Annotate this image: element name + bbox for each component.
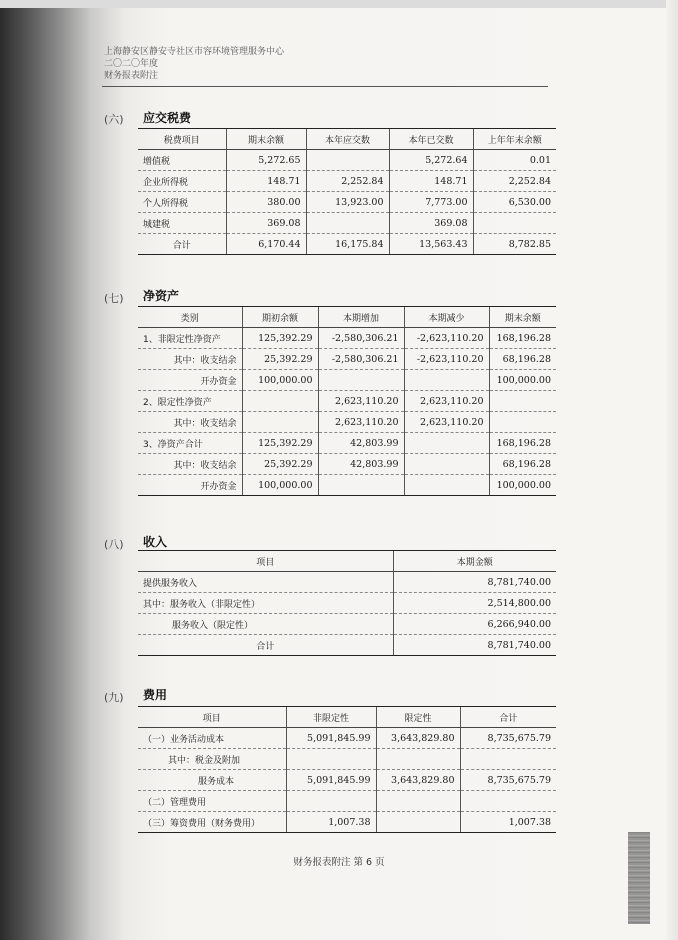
section-number-net-assets: (七) xyxy=(104,292,124,305)
cell-value: 3,643,829.80 xyxy=(376,770,460,791)
cell-value: -2,623,110.20 xyxy=(404,328,489,349)
cell-value: 148.71 xyxy=(389,171,473,192)
section-number-expense: (九) xyxy=(104,691,124,704)
section-number-income: (八) xyxy=(104,538,124,551)
cell-value xyxy=(404,454,489,475)
binding-strip xyxy=(628,832,650,924)
cell-value: -2,580,306.21 xyxy=(318,349,404,370)
row-label: （一）业务活动成本 xyxy=(138,728,286,749)
cell-value: 25,392.29 xyxy=(242,349,318,370)
table-total-row xyxy=(138,234,556,255)
row-label: 个人所得税 xyxy=(138,192,226,213)
section-title-tax: 应交税费 xyxy=(143,111,192,125)
section-title-income: 收入 xyxy=(143,535,168,549)
cell-value xyxy=(376,812,460,833)
cell-value: 13,923.00 xyxy=(306,192,389,213)
section-title-net-assets: 净资产 xyxy=(143,289,180,303)
cell-value: 1,007.38 xyxy=(286,812,376,833)
cell-value xyxy=(318,475,404,496)
expense-table xyxy=(138,706,556,833)
table-row xyxy=(138,572,556,593)
row-label: 其中：税金及附加 xyxy=(138,749,286,770)
organization-name: 上海静安区静安寺社区市容环境管理服务中心 xyxy=(104,47,285,57)
table-row xyxy=(138,614,556,635)
cell-value xyxy=(286,791,376,812)
cell-value: 369.08 xyxy=(226,213,306,234)
table-row xyxy=(138,749,556,770)
cell-value: 42,803.99 xyxy=(318,454,404,475)
cell-value: 8,735,675.79 xyxy=(460,770,556,791)
column-header: 项目 xyxy=(138,551,393,572)
cell-value: 68,196.28 xyxy=(489,349,556,370)
column-header: 本期增加 xyxy=(318,307,404,328)
table-row xyxy=(138,791,556,812)
cell-value: 5,091,845.99 xyxy=(286,770,376,791)
table-row xyxy=(138,475,556,496)
column-header: 期末余额 xyxy=(489,307,556,328)
row-label: 合计 xyxy=(138,635,393,656)
table-row xyxy=(138,391,556,412)
table-header-row xyxy=(138,307,556,328)
column-header: 本年已交数 xyxy=(389,129,473,150)
column-header: 本期减少 xyxy=(404,307,489,328)
cell-value: 2,623,110.20 xyxy=(404,412,489,433)
cell-value: 100,000.00 xyxy=(489,475,556,496)
net-assets-table xyxy=(138,306,556,496)
column-header: 本期金额 xyxy=(393,551,556,572)
cell-value: 369.08 xyxy=(389,213,473,234)
cell-value: 2,623,110.20 xyxy=(318,391,404,412)
cell-value: 13,563.43 xyxy=(389,234,473,255)
table-row xyxy=(138,770,556,791)
row-label: 企业所得税 xyxy=(138,171,226,192)
row-label: 开办资金 xyxy=(138,370,242,391)
row-label: 1、非限定性净资产 xyxy=(138,328,242,349)
cell-value: 2,623,110.20 xyxy=(404,391,489,412)
table-row xyxy=(138,192,556,213)
cell-value: 8,735,675.79 xyxy=(460,728,556,749)
row-label: 其中：收支结余 xyxy=(138,454,242,475)
table-row xyxy=(138,433,556,454)
cell-value: 1,007.38 xyxy=(460,812,556,833)
cell-value: 0.01 xyxy=(473,150,556,171)
table-row xyxy=(138,213,556,234)
cell-value: 2,252.84 xyxy=(473,171,556,192)
cell-value xyxy=(489,391,556,412)
table-row xyxy=(138,328,556,349)
page-edge xyxy=(666,0,678,940)
row-label: 2、限定性净资产 xyxy=(138,391,242,412)
cell-value: 148.71 xyxy=(226,171,306,192)
row-label: 其中：收支结余 xyxy=(138,349,242,370)
section-number-tax: (六) xyxy=(104,113,124,126)
cell-value xyxy=(286,749,376,770)
column-header: 合计 xyxy=(460,707,556,728)
cell-value: 100,000.00 xyxy=(242,475,318,496)
row-label: 开办资金 xyxy=(138,475,242,496)
cell-value: 125,392.29 xyxy=(242,328,318,349)
cell-value xyxy=(318,370,404,391)
table-row xyxy=(138,728,556,749)
table-row xyxy=(138,150,556,171)
cell-value: 2,252.84 xyxy=(306,171,389,192)
header-rule xyxy=(102,86,548,87)
report-year: 二〇二〇年度 xyxy=(104,59,159,69)
cell-value: 3,643,829.80 xyxy=(376,728,460,749)
column-header: 上年年末余额 xyxy=(473,129,556,150)
scan-top-shadow xyxy=(0,0,678,8)
cell-value: 5,272.64 xyxy=(389,150,473,171)
column-header: 限定性 xyxy=(376,707,460,728)
cell-value xyxy=(473,213,556,234)
cell-value: 168,196.28 xyxy=(489,433,556,454)
table-header-row xyxy=(138,707,556,728)
cell-value xyxy=(242,391,318,412)
page-footer: 财务报表附注 第 6 页 xyxy=(293,857,385,868)
table-row xyxy=(138,812,556,833)
cell-value: 5,091,845.99 xyxy=(286,728,376,749)
cell-value: 8,782.85 xyxy=(473,234,556,255)
row-label: 其中：收支结余 xyxy=(138,412,242,433)
cell-value: 6,170.44 xyxy=(226,234,306,255)
cell-value xyxy=(376,749,460,770)
income-table xyxy=(138,550,556,656)
cell-value xyxy=(306,150,389,171)
cell-value: 25,392.29 xyxy=(242,454,318,475)
cell-value: 6,530.00 xyxy=(473,192,556,213)
cell-value: 6,266,940.00 xyxy=(393,614,556,635)
table-row xyxy=(138,370,556,391)
table-header-row xyxy=(138,551,556,572)
cell-value: 42,803.99 xyxy=(318,433,404,454)
table-row xyxy=(138,412,556,433)
table-row xyxy=(138,593,556,614)
column-header: 本年应交数 xyxy=(306,129,389,150)
cell-value: 168,196.28 xyxy=(489,328,556,349)
cell-value xyxy=(404,433,489,454)
document-type: 财务报表附注 xyxy=(104,71,159,81)
cell-value: 8,781,740.00 xyxy=(393,635,556,656)
cell-value: -2,580,306.21 xyxy=(318,328,404,349)
row-label: 服务收入（限定性） xyxy=(138,614,393,635)
column-header: 期末余额 xyxy=(226,129,306,150)
row-label: 其中：服务收入（非限定性） xyxy=(138,593,393,614)
cell-value: 380.00 xyxy=(226,192,306,213)
cell-value: 68,196.28 xyxy=(489,454,556,475)
cell-value xyxy=(306,213,389,234)
cell-value: 7,773.00 xyxy=(389,192,473,213)
cell-value xyxy=(376,791,460,812)
cell-value: 5,272.65 xyxy=(226,150,306,171)
row-label: （三）筹资费用（财务费用） xyxy=(138,812,286,833)
row-label: （二）管理费用 xyxy=(138,791,286,812)
table-header-row xyxy=(138,129,556,150)
row-label: 城建税 xyxy=(138,213,226,234)
cell-value xyxy=(489,412,556,433)
cell-value: 8,781,740.00 xyxy=(393,572,556,593)
row-label: 增值税 xyxy=(138,150,226,171)
cell-value: 125,392.29 xyxy=(242,433,318,454)
column-header: 项目 xyxy=(138,707,286,728)
cell-value xyxy=(242,412,318,433)
row-label: 合计 xyxy=(138,234,226,255)
column-header: 类别 xyxy=(138,307,242,328)
cell-value xyxy=(460,749,556,770)
column-header: 非限定性 xyxy=(286,707,376,728)
table-row xyxy=(138,349,556,370)
row-label: 3、净资产合计 xyxy=(138,433,242,454)
cell-value: 2,514,800.00 xyxy=(393,593,556,614)
cell-value xyxy=(404,370,489,391)
section-title-expense: 费用 xyxy=(143,688,168,702)
row-label: 服务成本 xyxy=(138,770,286,791)
cell-value: 16,175.84 xyxy=(306,234,389,255)
cell-value: -2,623,110.20 xyxy=(404,349,489,370)
cell-value xyxy=(404,475,489,496)
cell-value: 100,000.00 xyxy=(489,370,556,391)
table-row xyxy=(138,454,556,475)
cell-value: 100,000.00 xyxy=(242,370,318,391)
tax-table xyxy=(138,128,556,255)
column-header: 税费项目 xyxy=(138,129,226,150)
row-label: 提供服务收入 xyxy=(138,572,393,593)
table-row xyxy=(138,171,556,192)
document-header xyxy=(104,46,284,82)
cell-value xyxy=(460,791,556,812)
table-total-row xyxy=(138,635,556,656)
cell-value: 2,623,110.20 xyxy=(318,412,404,433)
column-header: 期初余额 xyxy=(242,307,318,328)
